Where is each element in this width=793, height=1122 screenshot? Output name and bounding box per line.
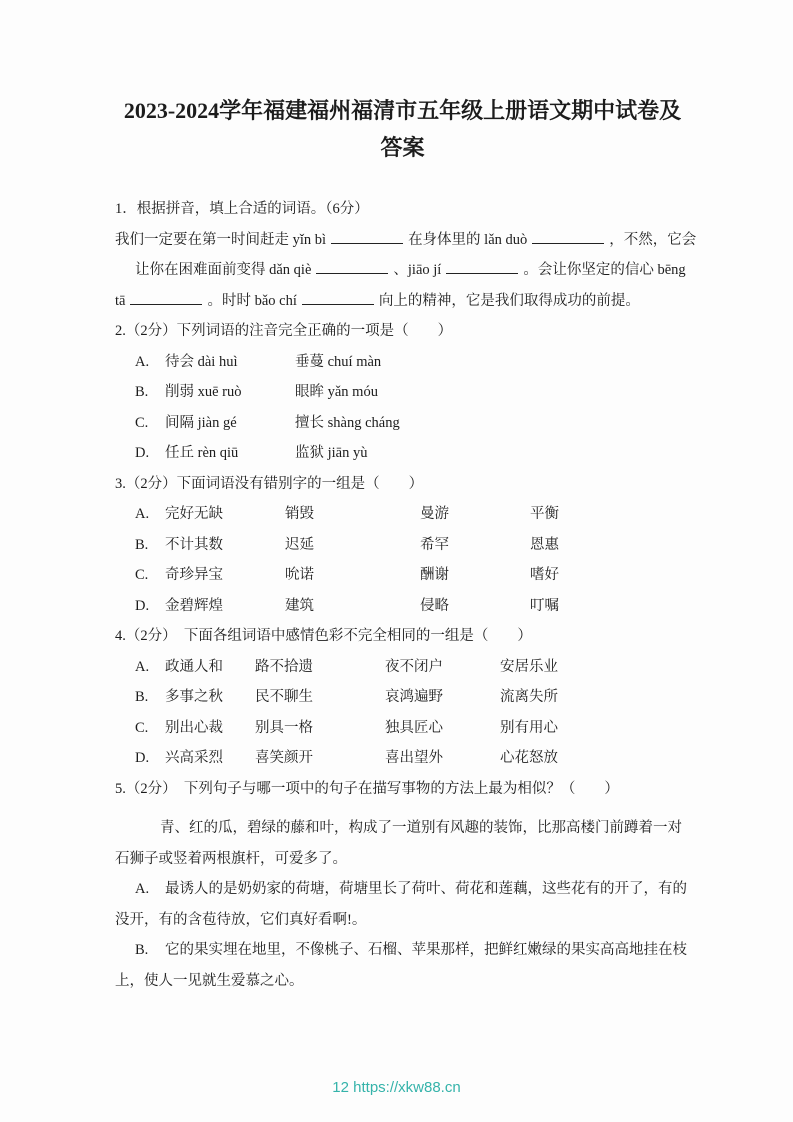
option-label: D. [135, 445, 150, 461]
option-row [115, 530, 690, 561]
q1-text-segment: 我们一定要在第一时间赶走 yǐn bì [115, 231, 327, 248]
option-text: 喜笑颜开 [255, 750, 313, 766]
option-text: 心花怒放 [500, 750, 558, 766]
q1-text-segment: 。会让你坚定的信心 bēng [523, 262, 686, 278]
q1-text-segment: 、jiāo jí [393, 262, 442, 278]
option-text: 建筑 [285, 597, 314, 614]
document-title [115, 92, 690, 166]
option-label: A. [135, 658, 150, 675]
question-1 [115, 194, 697, 316]
question-3 [115, 469, 690, 622]
option-row [115, 347, 690, 378]
option-text: 夜不闭户 [385, 658, 443, 675]
option-text: 曼游 [420, 506, 449, 522]
q1-text-segment: 在身体里的 lǎn duò [408, 231, 528, 248]
option-text: 迟延 [285, 536, 314, 553]
answer-blank [130, 289, 202, 305]
question-5 [115, 774, 690, 997]
option-text: 喜出望外 [385, 750, 443, 766]
document-content [115, 92, 697, 996]
question-4-header: 4.（2分） 下面各组词语中感情色彩不完全相同的一组是（ ） [115, 628, 532, 644]
question-1-text-line-1 [115, 225, 697, 256]
option-text: 侵略 [420, 597, 449, 614]
option-text: 任丘 rèn qiū [165, 445, 239, 461]
option-text: 独具匠心 [385, 719, 443, 736]
option-label: B. [135, 689, 149, 705]
option-label: B. [135, 942, 149, 958]
option-text: 政通人和 [165, 658, 223, 675]
option-text: 安居乐业 [500, 658, 558, 675]
question-2-header: 2.（2分）下列词语的注音完全正确的一项是（ ） [115, 323, 453, 339]
option-row [115, 438, 690, 469]
answer-blank [532, 228, 604, 244]
option-label: D. [135, 750, 150, 766]
page-footer [0, 1079, 793, 1096]
option-text: 希罕 [420, 536, 449, 553]
option-row [115, 591, 690, 622]
question-3-header: 3.（2分）下面词语没有错别字的一组是（ ） [115, 475, 424, 492]
question-5-passage-line-2: 石狮子或竖着两根旗杆，可爱多了。 [115, 850, 347, 867]
option-label: C. [135, 719, 149, 736]
option-text: 酬谢 [420, 567, 449, 583]
question-5-header: 5.（2分） 下列句子与哪一项中的句子在描写事物的方法上最为相似？（ ） [115, 780, 619, 797]
q1-text-segment: 向上的精神，它是我们取得成功的前提。 [378, 292, 640, 309]
option-text: 不计其数 [165, 536, 223, 553]
answer-blank [446, 258, 518, 274]
option-row [115, 560, 690, 591]
option-label: C. [135, 567, 149, 583]
option-text: 奇珍异宝 [165, 567, 223, 583]
option-text: 平衡 [530, 506, 559, 522]
option-text: 间隔 jiàn gé [165, 414, 237, 431]
question-1-header: 1．根据拼音，填上合适的词语。（6分） [115, 201, 369, 217]
option-text: 监狱 jiān yù [295, 445, 368, 461]
option-text: 眼眸 yǎn móu [295, 384, 378, 400]
option-row [115, 682, 690, 713]
option-text: 多事之秋 [165, 689, 223, 705]
option-label: A. [135, 506, 150, 522]
document-title-line1: 2023-2024学年福建福州福清市五年级上册语文期中试卷及 [123, 98, 682, 123]
option-text: 它的果实埋在地里，不像桃子、石榴、苹果那样，把鲜红嫩绿的果实高高地挂在枝 [165, 942, 687, 958]
option-text: 流离失所 [500, 689, 558, 705]
question-1-text-line-3 [115, 286, 690, 317]
option-text: 完好无缺 [165, 506, 223, 522]
option-row [115, 408, 690, 439]
option-text: 削弱 xuē ruò [165, 384, 242, 400]
option-label: A. [135, 353, 150, 370]
question-4 [115, 621, 690, 774]
option-text: 民不聊生 [255, 689, 313, 705]
q1-text-segment: 。时时 bǎo chí [207, 292, 297, 309]
question-5-passage-line-1: 青、红的瓜，碧绿的藤和叶，构成了一道别有风趣的装饰，比那高楼门前蹲着一对 [160, 820, 682, 836]
q1-text-segment: ，不然，它会 [609, 231, 697, 248]
answer-blank [316, 258, 388, 274]
option-text: 别有用心 [500, 719, 558, 736]
option-row [115, 935, 690, 966]
option-label: B. [135, 536, 149, 553]
option-text: 路不拾遗 [255, 658, 313, 675]
option-row [115, 874, 690, 905]
option-text: 叮嘱 [530, 597, 559, 614]
option-text: 金碧辉煌 [165, 597, 223, 614]
q1-text-segment: tā [115, 292, 126, 309]
answer-blank [331, 228, 403, 244]
question-2 [115, 316, 690, 469]
option-text: 最诱人的是奶奶家的荷塘，荷塘里长了荷叶、荷花和莲藕，这些花有的开了，有的 [165, 881, 687, 897]
option-text: 哀鸿遍野 [385, 689, 443, 705]
option-text: 销毁 [285, 506, 314, 522]
option-text: 吮诺 [285, 567, 314, 583]
option-continuation: 没开，有的含苞待放，它们真好看啊!。 [115, 911, 367, 928]
option-text: 别出心裁 [165, 719, 223, 736]
question-1-text-line-2 [115, 255, 690, 286]
option-text: 嗜好 [530, 567, 559, 583]
option-text: 垂蔓 chuí màn [295, 353, 382, 370]
footer-url-link[interactable]: https://xkw88.cn [353, 1079, 461, 1096]
option-text: 别具一格 [255, 719, 313, 736]
option-label: D. [135, 597, 150, 614]
answer-blank [302, 289, 374, 305]
option-label: B. [135, 384, 149, 400]
option-row [115, 377, 690, 408]
option-text: 兴高采烈 [165, 750, 223, 766]
document-title-line2: 答案 [380, 135, 425, 160]
option-row [115, 743, 690, 774]
option-row [115, 652, 690, 683]
option-label: A. [135, 881, 150, 897]
option-text: 待会 dài huì [165, 353, 238, 370]
option-row [115, 713, 690, 744]
option-row [115, 499, 690, 530]
option-label: C. [135, 414, 149, 431]
q1-text-segment: 让你在困难面前变得 dǎn qiè [135, 262, 312, 278]
option-continuation: 上，使人一见就生爱慕之心。 [115, 972, 304, 989]
option-text: 恩惠 [530, 536, 559, 553]
page-number: 12 [332, 1079, 349, 1096]
option-text: 擅长 shàng cháng [295, 414, 400, 431]
